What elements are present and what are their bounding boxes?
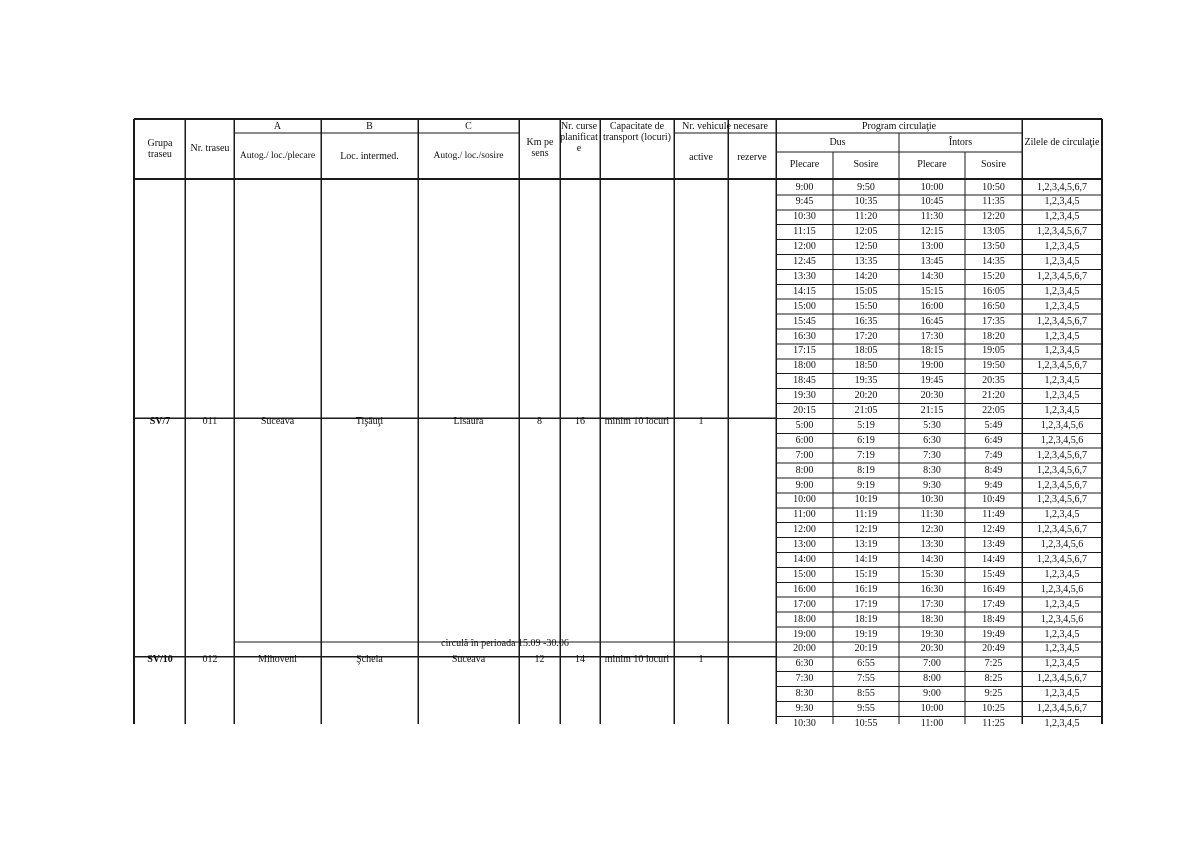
route-curse: 14 (575, 654, 585, 665)
dus-sosire: 10:35 (854, 196, 878, 208)
route-active: 1 (698, 654, 704, 665)
header-autog-plecare: Autog./ loc./plecare (239, 151, 316, 161)
intors-plecare: 10:30 (920, 494, 944, 506)
period-note: circulă în perioada 15.09 -30.06 (441, 638, 569, 649)
intors-plecare: 12:30 (920, 524, 944, 536)
zilele-circulatie: 1,2,3,4,5,6,7 (1037, 226, 1087, 238)
dus-sosire: 12:05 (854, 226, 878, 238)
dus-plecare: 10:30 (793, 211, 816, 223)
dus-sosire: 9:50 (857, 181, 875, 193)
intors-sosire: 9:25 (984, 688, 1003, 700)
header-loc-intermed: Loc. intermed. (340, 151, 399, 162)
intors-sosire: 7:49 (984, 449, 1003, 461)
dus-sosire: 19:35 (854, 375, 878, 387)
zilele-circulatie: 1,2,3,4,5 (1044, 241, 1080, 253)
zilele-circulatie: 1,2,3,4,5 (1044, 598, 1080, 610)
dus-plecare: 18:00 (793, 360, 816, 372)
intors-plecare: 10:00 (920, 703, 944, 714)
intors-plecare: 16:30 (920, 583, 944, 595)
dus-plecare: 9:00 (795, 181, 814, 193)
intors-plecare: 11:00 (920, 717, 944, 729)
zilele-circulatie: 1,2,3,4,5 (1044, 628, 1080, 640)
header-col-c: C (465, 121, 472, 132)
dus-plecare: 8:00 (795, 464, 814, 476)
dus-sosire: 19:19 (854, 628, 878, 640)
intors-sosire: 5:49 (984, 419, 1003, 431)
dus-sosire: 15:50 (854, 300, 878, 312)
zilele-circulatie: 1,2,3,4,5,6,7 (1037, 673, 1087, 685)
header-nr-curse: Nr. curse planificate (560, 121, 598, 154)
dus-plecare: 5:00 (795, 419, 814, 431)
dus-plecare: 13:00 (793, 539, 816, 551)
zilele-circulatie: 1,2,3,4,5 (1044, 509, 1080, 521)
intors-plecare: 6:30 (923, 434, 941, 446)
zilele-circulatie: 1,2,3,4,5,6,7 (1037, 449, 1087, 461)
intors-sosire: 16:05 (982, 285, 1005, 297)
dus-sosire: 13:19 (854, 539, 878, 551)
intors-sosire: 22:05 (982, 405, 1005, 416)
dus-plecare: 9:45 (795, 196, 814, 208)
dus-plecare: 14:00 (793, 554, 816, 565)
intors-plecare: 16:00 (920, 300, 944, 312)
dus-sosire: 16:35 (854, 315, 878, 327)
intors-sosire: 7:25 (984, 658, 1003, 670)
intors-sosire: 13:05 (982, 226, 1005, 238)
route-sosire: Lisaura (453, 416, 484, 427)
intors-plecare: 5:30 (923, 419, 941, 431)
intors-plecare: 13:30 (920, 539, 944, 551)
intors-sosire: 6:49 (984, 434, 1003, 446)
intors-plecare: 9:00 (923, 688, 941, 700)
zilele-circulatie: 1,2,3,4,5 (1044, 285, 1080, 297)
dus-sosire: 21:05 (854, 405, 878, 416)
intors-plecare: 8:30 (923, 464, 941, 476)
header-plecare-dus: Plecare (789, 159, 820, 170)
route-grupa: SV/10 (147, 654, 173, 665)
intors-plecare: 13:45 (920, 256, 944, 267)
intors-plecare: 19:30 (920, 628, 944, 640)
dus-sosire: 10:55 (854, 717, 878, 729)
dus-plecare: 12:00 (793, 524, 816, 536)
dus-plecare: 14:15 (793, 285, 816, 297)
route-plecare: Suceava (260, 416, 295, 427)
route-nr: 012 (202, 654, 218, 665)
intors-plecare: 13:00 (920, 241, 944, 253)
intors-sosire: 16:49 (982, 583, 1005, 595)
intors-plecare: 10:45 (920, 196, 944, 208)
intors-sosire: 9:49 (984, 479, 1003, 491)
intors-plecare: 7:30 (923, 449, 941, 461)
zilele-circulatie: 1,2,3,4,5,6 (1040, 583, 1084, 595)
intors-plecare: 17:30 (920, 330, 944, 342)
dus-sosire: 18:19 (854, 613, 878, 625)
zilele-circulatie: 1,2,3,4,5 (1044, 568, 1080, 580)
dus-plecare: 6:00 (795, 434, 814, 446)
zilele-circulatie: 1,2,3,4,5 (1044, 211, 1080, 223)
intors-sosire: 20:49 (982, 643, 1005, 655)
header-capacitate: Capacitate de transport (locuri) (602, 121, 672, 143)
dus-plecare: 17:00 (793, 598, 816, 610)
header-dus: Dus (829, 137, 846, 148)
zilele-circulatie: 1,2,3,4,5 (1044, 643, 1080, 655)
header-sosire-intors: Sosire (981, 159, 1006, 170)
intors-plecare: 14:30 (920, 554, 944, 565)
intors-sosire: 10:49 (982, 494, 1005, 506)
dus-plecare: 7:30 (795, 673, 814, 685)
route-grupa: SV/7 (149, 416, 171, 427)
intors-plecare: 14:30 (920, 270, 944, 282)
route-intermed: Şcheia (356, 654, 383, 665)
zilele-circulatie: 1,2,3,4,5,6,7 (1037, 464, 1087, 476)
zilele-circulatie: 1,2,3,4,5,6,7 (1037, 270, 1087, 282)
dus-sosire: 12:50 (854, 241, 878, 253)
dus-plecare: 9:00 (795, 479, 814, 491)
dus-sosire: 15:05 (854, 285, 878, 297)
zilele-circulatie: 1,2,3,4,5 (1044, 330, 1080, 342)
intors-plecare: 12:15 (920, 226, 944, 238)
zilele-circulatie: 1,2,3,4,5,6,7 (1037, 315, 1087, 327)
intors-sosire: 19:05 (982, 345, 1005, 357)
header-grupa: Grupa traseu (147, 138, 173, 160)
dus-sosire: 18:05 (854, 345, 878, 357)
dus-plecare: 19:00 (793, 628, 816, 640)
intors-sosire: 10:25 (982, 703, 1005, 714)
intors-sosire: 17:49 (982, 598, 1005, 610)
intors-sosire: 20:35 (982, 375, 1005, 387)
intors-sosire: 11:25 (982, 717, 1005, 729)
intors-plecare: 8:00 (923, 673, 941, 685)
intors-sosire: 11:35 (982, 196, 1005, 208)
dus-sosire: 8:55 (857, 688, 875, 700)
intors-sosire: 14:35 (982, 256, 1005, 267)
intors-sosire: 13:50 (982, 241, 1005, 253)
dus-sosire: 8:19 (857, 464, 875, 476)
dus-plecare: 11:00 (793, 509, 816, 521)
zilele-circulatie: 1,2,3,4,5,6,7 (1037, 479, 1087, 491)
zilele-circulatie: 1,2,3,4,5 (1044, 717, 1080, 729)
header-nr-vehicule: Nr. vehicule necesare (682, 121, 768, 132)
zilele-circulatie: 1,2,3,4,5,6 (1040, 434, 1084, 446)
intors-plecare: 15:15 (920, 285, 944, 297)
zilele-circulatie: 1,2,3,4,5 (1044, 688, 1080, 700)
intors-sosire: 19:50 (982, 360, 1005, 372)
zilele-circulatie: 1,2,3,4,5 (1044, 658, 1080, 670)
dus-sosire: 5:19 (857, 419, 875, 431)
intors-sosire: 13:49 (982, 539, 1005, 551)
header-autog-sosire: Autog./ loc./sosire (433, 151, 504, 161)
route-curse: 16 (575, 416, 585, 427)
intors-sosire: 18:20 (982, 330, 1005, 342)
intors-plecare: 18:15 (920, 345, 944, 357)
dus-plecare: 15:45 (793, 315, 816, 327)
header-plecare-intors: Plecare (917, 159, 947, 170)
dus-sosire: 15:19 (854, 568, 878, 580)
dus-plecare: 17:15 (793, 345, 816, 357)
zilele-circulatie: 1,2,3,4,5 (1044, 390, 1080, 402)
dus-sosire: 6:55 (857, 658, 875, 670)
dus-sosire: 7:19 (857, 449, 875, 461)
intors-plecare: 7:00 (923, 658, 941, 670)
dus-plecare: 9:30 (795, 703, 814, 714)
dus-plecare: 20:00 (793, 643, 816, 655)
intors-sosire: 19:49 (982, 628, 1005, 640)
zilele-circulatie: 1,2,3,4,5 (1044, 375, 1080, 387)
route-intermed: Tişăuţi (355, 416, 384, 427)
intors-plecare: 10:00 (920, 181, 944, 193)
intors-plecare: 9:30 (923, 479, 941, 491)
dus-sosire: 17:19 (854, 598, 878, 610)
intors-sosire: 14:49 (982, 554, 1005, 565)
dus-sosire: 20:20 (854, 390, 878, 402)
dus-plecare: 10:30 (793, 717, 816, 729)
zilele-circulatie: 1,2,3,4,5,6,7 (1037, 554, 1087, 565)
zilele-circulatie: 1,2,3,4,5,6 (1040, 419, 1084, 431)
dus-sosire: 11:20 (854, 211, 878, 223)
dus-plecare: 18:45 (793, 375, 816, 387)
route-active: 1 (698, 416, 704, 427)
dus-plecare: 6:30 (795, 658, 814, 670)
dus-plecare: 13:30 (793, 270, 816, 282)
route-capacitate: minim 10 locuri (604, 654, 670, 665)
dus-sosire: 9:19 (857, 479, 875, 491)
intors-sosire: 8:25 (984, 673, 1003, 685)
intors-sosire: 21:20 (982, 390, 1005, 402)
intors-sosire: 12:20 (982, 211, 1005, 223)
header-km: Km pe sens (526, 137, 554, 159)
zilele-circulatie: 1,2,3,4,5 (1044, 196, 1080, 208)
intors-sosire: 17:35 (982, 315, 1005, 327)
dus-sosire: 7:55 (857, 673, 875, 685)
dus-sosire: 18:50 (854, 360, 878, 372)
intors-plecare: 11:30 (920, 509, 944, 521)
zilele-circulatie: 1,2,3,4,5,6,7 (1037, 703, 1087, 714)
header-active: active (689, 152, 713, 163)
dus-plecare: 10:00 (793, 494, 816, 506)
zilele-circulatie: 1,2,3,4,5,6,7 (1037, 360, 1087, 372)
zilele-circulatie: 1,2,3,4,5,6 (1040, 539, 1084, 551)
route-nr: 011 (202, 416, 218, 427)
intors-sosire: 18:49 (982, 613, 1005, 625)
route-km: 8 (537, 416, 542, 427)
header-col-b: B (366, 121, 373, 132)
dus-sosire: 13:35 (854, 256, 878, 267)
header-col-a: A (273, 121, 282, 132)
zilele-circulatie: 1,2,3,4,5,6,7 (1037, 524, 1087, 536)
header-program: Program circulaţie (861, 121, 937, 132)
intors-sosire: 12:49 (982, 524, 1005, 536)
intors-plecare: 18:30 (920, 613, 944, 625)
header-rezerve: rezerve (737, 152, 767, 163)
intors-plecare: 20:30 (920, 390, 944, 402)
dus-sosire: 14:19 (854, 554, 878, 565)
zilele-circulatie: 1,2,3,4,5 (1044, 405, 1080, 416)
dus-sosire: 9:55 (857, 703, 875, 714)
dus-sosire: 10:19 (854, 494, 878, 506)
dus-sosire: 16:19 (854, 583, 878, 595)
dus-plecare: 19:30 (793, 390, 816, 402)
route-plecare: Mihoveni (258, 654, 297, 665)
dus-plecare: 15:00 (793, 568, 816, 580)
zilele-circulatie: 1,2,3,4,5,6,7 (1037, 494, 1087, 506)
intors-sosire: 10:50 (982, 181, 1005, 193)
zilele-circulatie: 1,2,3,4,5,6,7 (1037, 181, 1087, 193)
dus-plecare: 20:15 (793, 405, 816, 416)
intors-sosire: 11:49 (982, 509, 1005, 521)
intors-plecare: 19:00 (920, 360, 944, 372)
dus-plecare: 12:00 (793, 241, 816, 253)
dus-sosire: 17:20 (854, 330, 878, 342)
route-capacitate: minim 10 locuri (604, 416, 670, 427)
intors-plecare: 16:45 (920, 315, 944, 327)
dus-plecare: 18:00 (793, 613, 816, 625)
dus-plecare: 15:00 (793, 300, 816, 312)
dus-plecare: 16:30 (793, 330, 816, 342)
route-sosire: Suceava (451, 654, 486, 665)
intors-sosire: 15:49 (982, 568, 1005, 580)
header-nr-traseu: Nr. traseu (190, 143, 230, 154)
dus-plecare: 11:15 (793, 226, 816, 238)
zilele-circulatie: 1,2,3,4,5 (1044, 300, 1080, 312)
zilele-circulatie: 1,2,3,4,5 (1044, 256, 1080, 267)
dus-plecare: 7:00 (795, 449, 814, 461)
intors-sosire: 15:20 (982, 270, 1005, 282)
dus-plecare: 8:30 (795, 688, 814, 700)
header-intors: Întors (948, 137, 973, 148)
dus-sosire: 6:19 (857, 434, 875, 446)
intors-plecare: 19:45 (920, 375, 944, 387)
intors-sosire: 16:50 (982, 300, 1005, 312)
intors-plecare: 21:15 (920, 405, 944, 416)
intors-sosire: 8:49 (984, 464, 1003, 476)
intors-plecare: 20:30 (920, 643, 944, 655)
dus-sosire: 12:19 (854, 524, 878, 536)
zilele-circulatie: 1,2,3,4,5,6 (1040, 613, 1084, 625)
header-zilele: Zilele de circulaţie (1024, 137, 1100, 148)
dus-plecare: 16:00 (793, 583, 816, 595)
dus-sosire: 11:19 (854, 509, 878, 521)
zilele-circulatie: 1,2,3,4,5 (1044, 345, 1080, 357)
intors-plecare: 11:30 (920, 211, 944, 223)
dus-sosire: 20:19 (854, 643, 878, 655)
dus-plecare: 12:45 (793, 256, 816, 267)
intors-plecare: 17:30 (920, 598, 944, 610)
route-km: 12 (534, 654, 545, 665)
header-sosire-dus: Sosire (853, 159, 879, 170)
dus-sosire: 14:20 (854, 270, 878, 282)
intors-plecare: 15:30 (920, 568, 944, 580)
